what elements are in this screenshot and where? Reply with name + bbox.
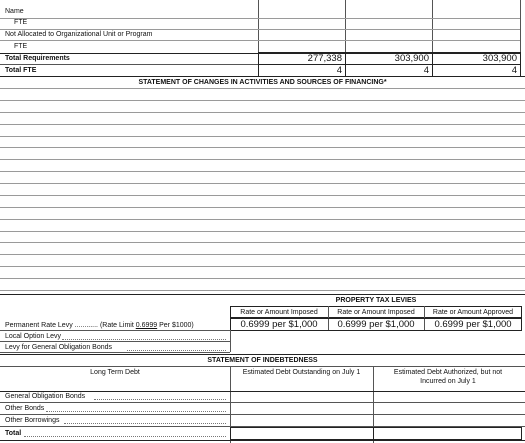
- blank-ruled-line: [0, 266, 525, 267]
- leader-dots: [94, 399, 226, 400]
- total-authorized-cell: [373, 427, 522, 440]
- blank-ruled-line: [0, 124, 525, 125]
- leader-dots: [127, 350, 226, 351]
- leader-dots: ............: [74, 322, 98, 329]
- total-fte-cell: [345, 64, 433, 77]
- row-label-not-allocated: Not Allocated to Organizational Unit or Program: [5, 31, 153, 38]
- blank-ruled-line: [0, 219, 525, 220]
- indebtedness-title: STATEMENT OF INDEBTEDNESS: [207, 357, 318, 364]
- rate-limit-suffix: Per $1000): [159, 322, 194, 329]
- permanent-rate-text: Permanent Rate Levy: [5, 322, 73, 329]
- rate-limit-prefix: (Rate Limit: [99, 322, 134, 329]
- other-borrowings-label: Other Borrowings: [5, 417, 60, 424]
- blank-ruled-line: [0, 112, 525, 113]
- other-bonds-label: Other Bonds: [5, 405, 45, 412]
- total-fte-value: 4: [423, 65, 429, 76]
- row-label-fte: FTE: [14, 19, 28, 26]
- total-fte-value: 4: [336, 65, 342, 76]
- blank-ruled-line: [0, 136, 525, 137]
- blank-ruled-line: [0, 100, 525, 101]
- levies-header-imposed: Rate or Amount Imposed: [240, 309, 318, 316]
- row-line: [0, 402, 525, 403]
- blank-ruled-line: [0, 207, 525, 208]
- row-label-name: Name: [5, 8, 24, 15]
- levies-header-imposed: Rate or Amount Imposed: [337, 309, 415, 316]
- permanent-rate-value: 0.6999 per $1,000: [240, 319, 318, 330]
- blank-ruled-line: [0, 88, 525, 89]
- leader-dots: [64, 423, 226, 424]
- row-line: [0, 366, 525, 367]
- levies-title: PROPERTY TAX LEVIES: [335, 297, 417, 304]
- debt-authorized-header-line2: Incurred on July 1: [420, 378, 476, 385]
- blank-ruled-line: [0, 183, 525, 184]
- go-bonds-label: General Obligation Bonds: [5, 393, 86, 400]
- row-line: [0, 40, 520, 41]
- local-option-label: Local Option Levy: [5, 333, 62, 340]
- row-line: [0, 18, 520, 19]
- blank-ruled-line: [0, 147, 525, 148]
- blank-ruled-line: [0, 159, 525, 160]
- leader-dots: [62, 339, 226, 340]
- section-divider: [0, 294, 525, 295]
- blank-ruled-line: [0, 195, 525, 196]
- row-line: [0, 440, 525, 441]
- column-divider: [230, 330, 231, 352]
- row-line: [0, 352, 230, 353]
- debt-authorized-header-line1: Estimated Debt Authorized, but not: [393, 369, 503, 376]
- total-fte-cell: [432, 64, 521, 77]
- section-divider: [0, 354, 525, 355]
- blank-ruled-line: [0, 231, 525, 232]
- levies-header-approved: Rate or Amount Approved: [432, 309, 514, 316]
- total-outstanding-cell: [230, 427, 374, 440]
- row-line: [0, 414, 525, 415]
- row-label-fte: FTE: [14, 43, 28, 50]
- changes-title: STATEMENT OF CHANGES IN ACTIVITIES AND SOURCES OF FINANCING*: [138, 79, 387, 86]
- total-fte-value: 4: [511, 65, 517, 76]
- permanent-rate-value: 0.6999 per $1,000: [434, 319, 512, 330]
- blank-ruled-line: [0, 171, 525, 172]
- leader-dots: [24, 436, 226, 437]
- row-line: [0, 330, 230, 331]
- permanent-rate-label: [5, 321, 194, 330]
- blank-ruled-line: [0, 290, 525, 291]
- total-fte-cell: [258, 64, 346, 77]
- total-label: Total: [5, 430, 22, 437]
- rate-limit-value: 0.6999: [135, 322, 158, 329]
- leader-dots: [46, 411, 226, 412]
- long-term-debt-header: Long Term Debt: [90, 369, 140, 376]
- total-requirements-value: 277,338: [307, 53, 342, 64]
- go-bonds-levy-label: Levy for General Obligation Bonds: [5, 344, 113, 351]
- total-requirements-value: 303,900: [394, 53, 429, 64]
- row-line: [0, 341, 230, 342]
- blank-ruled-line: [0, 254, 525, 255]
- total-requirements-value: 303,900: [482, 53, 517, 64]
- debt-outstanding-header: Estimated Debt Outstanding on July 1: [242, 369, 361, 376]
- total-fte-label: Total FTE: [5, 67, 37, 74]
- blank-ruled-line: [0, 242, 525, 243]
- permanent-rate-value: 0.6999 per $1,000: [337, 319, 415, 330]
- total-requirements-label: Total Requirements: [5, 55, 70, 62]
- blank-ruled-line: [0, 278, 525, 279]
